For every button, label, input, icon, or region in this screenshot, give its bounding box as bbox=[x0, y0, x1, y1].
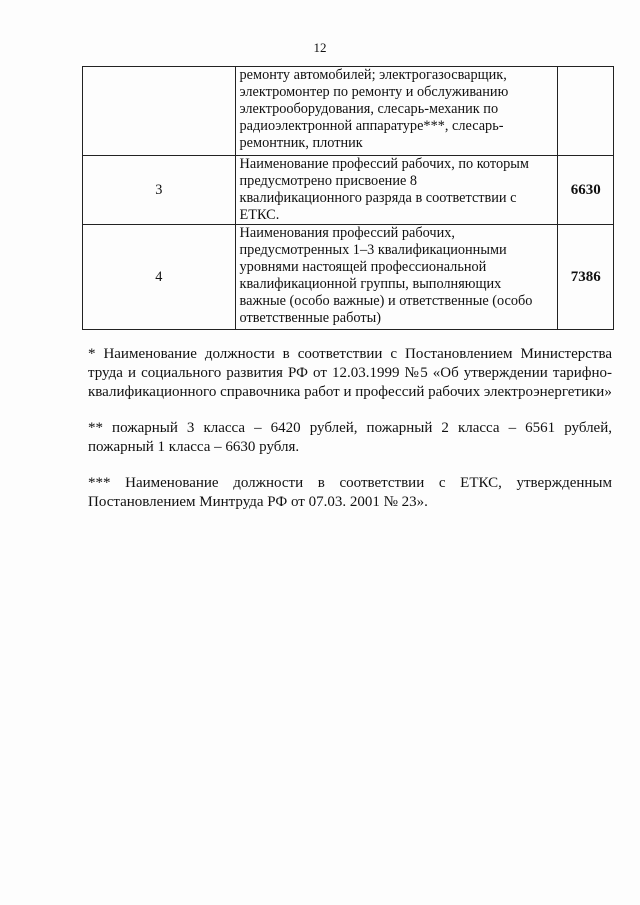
footnotes bbox=[88, 345, 612, 512]
profession-description-cell: Наименования профессий рабочих, предусмотренных 1–3 квалификационными уровнями настоящей профессиональной квалификационной группы, выполняющих важные (особо важные) и ответственные (особо ответственные работы) bbox=[235, 225, 558, 330]
salary-value-cell: 7386 bbox=[558, 225, 614, 330]
page-number: 12 bbox=[313, 40, 327, 55]
footnote-double-asterisk: ** пожарный 3 класса – 6420 рублей, пожарный 2 класса – 6561 рублей, пожарный 1 класса – 6630 рубля. bbox=[88, 420, 612, 455]
salary-table bbox=[82, 66, 614, 330]
salary-value-cell bbox=[558, 67, 614, 156]
table-row bbox=[83, 67, 614, 156]
profession-description-cell: ремонту автомобилей; электрогазосварщик, электромонтер по ремонту и обслуживанию электрооборудования, слесарь-механик по радиоэлектронной аппаратуре***, слесарь- ремонтник, плотник bbox=[235, 67, 558, 156]
salary-value-cell: 6630 bbox=[558, 156, 614, 225]
footnote-single-asterisk: * Наименование должности в соответствии с Постановлением Министерства труда и социального развития РФ от 12.03.1999 №5 «Об утверждении тарифно-квалификационного справочника работ и профессий рабочих электроэнергетики» bbox=[88, 346, 612, 400]
level-number-cell: 3 bbox=[83, 156, 236, 225]
level-number-cell: 4 bbox=[83, 225, 236, 330]
table-row bbox=[83, 225, 614, 330]
level-number-cell bbox=[83, 67, 236, 156]
profession-description-cell: Наименование профессий рабочих, по которым предусмотрено присвоение 8 квалификационного разряда в соответствии с ЕТКС. bbox=[235, 156, 558, 225]
footnote-triple-asterisk: *** Наименование должности в соответствии с ЕТКС, утвержденным Постановлением Минтруда РФ от 07.03. 2001 № 23». bbox=[88, 475, 612, 510]
table-row bbox=[83, 156, 614, 225]
